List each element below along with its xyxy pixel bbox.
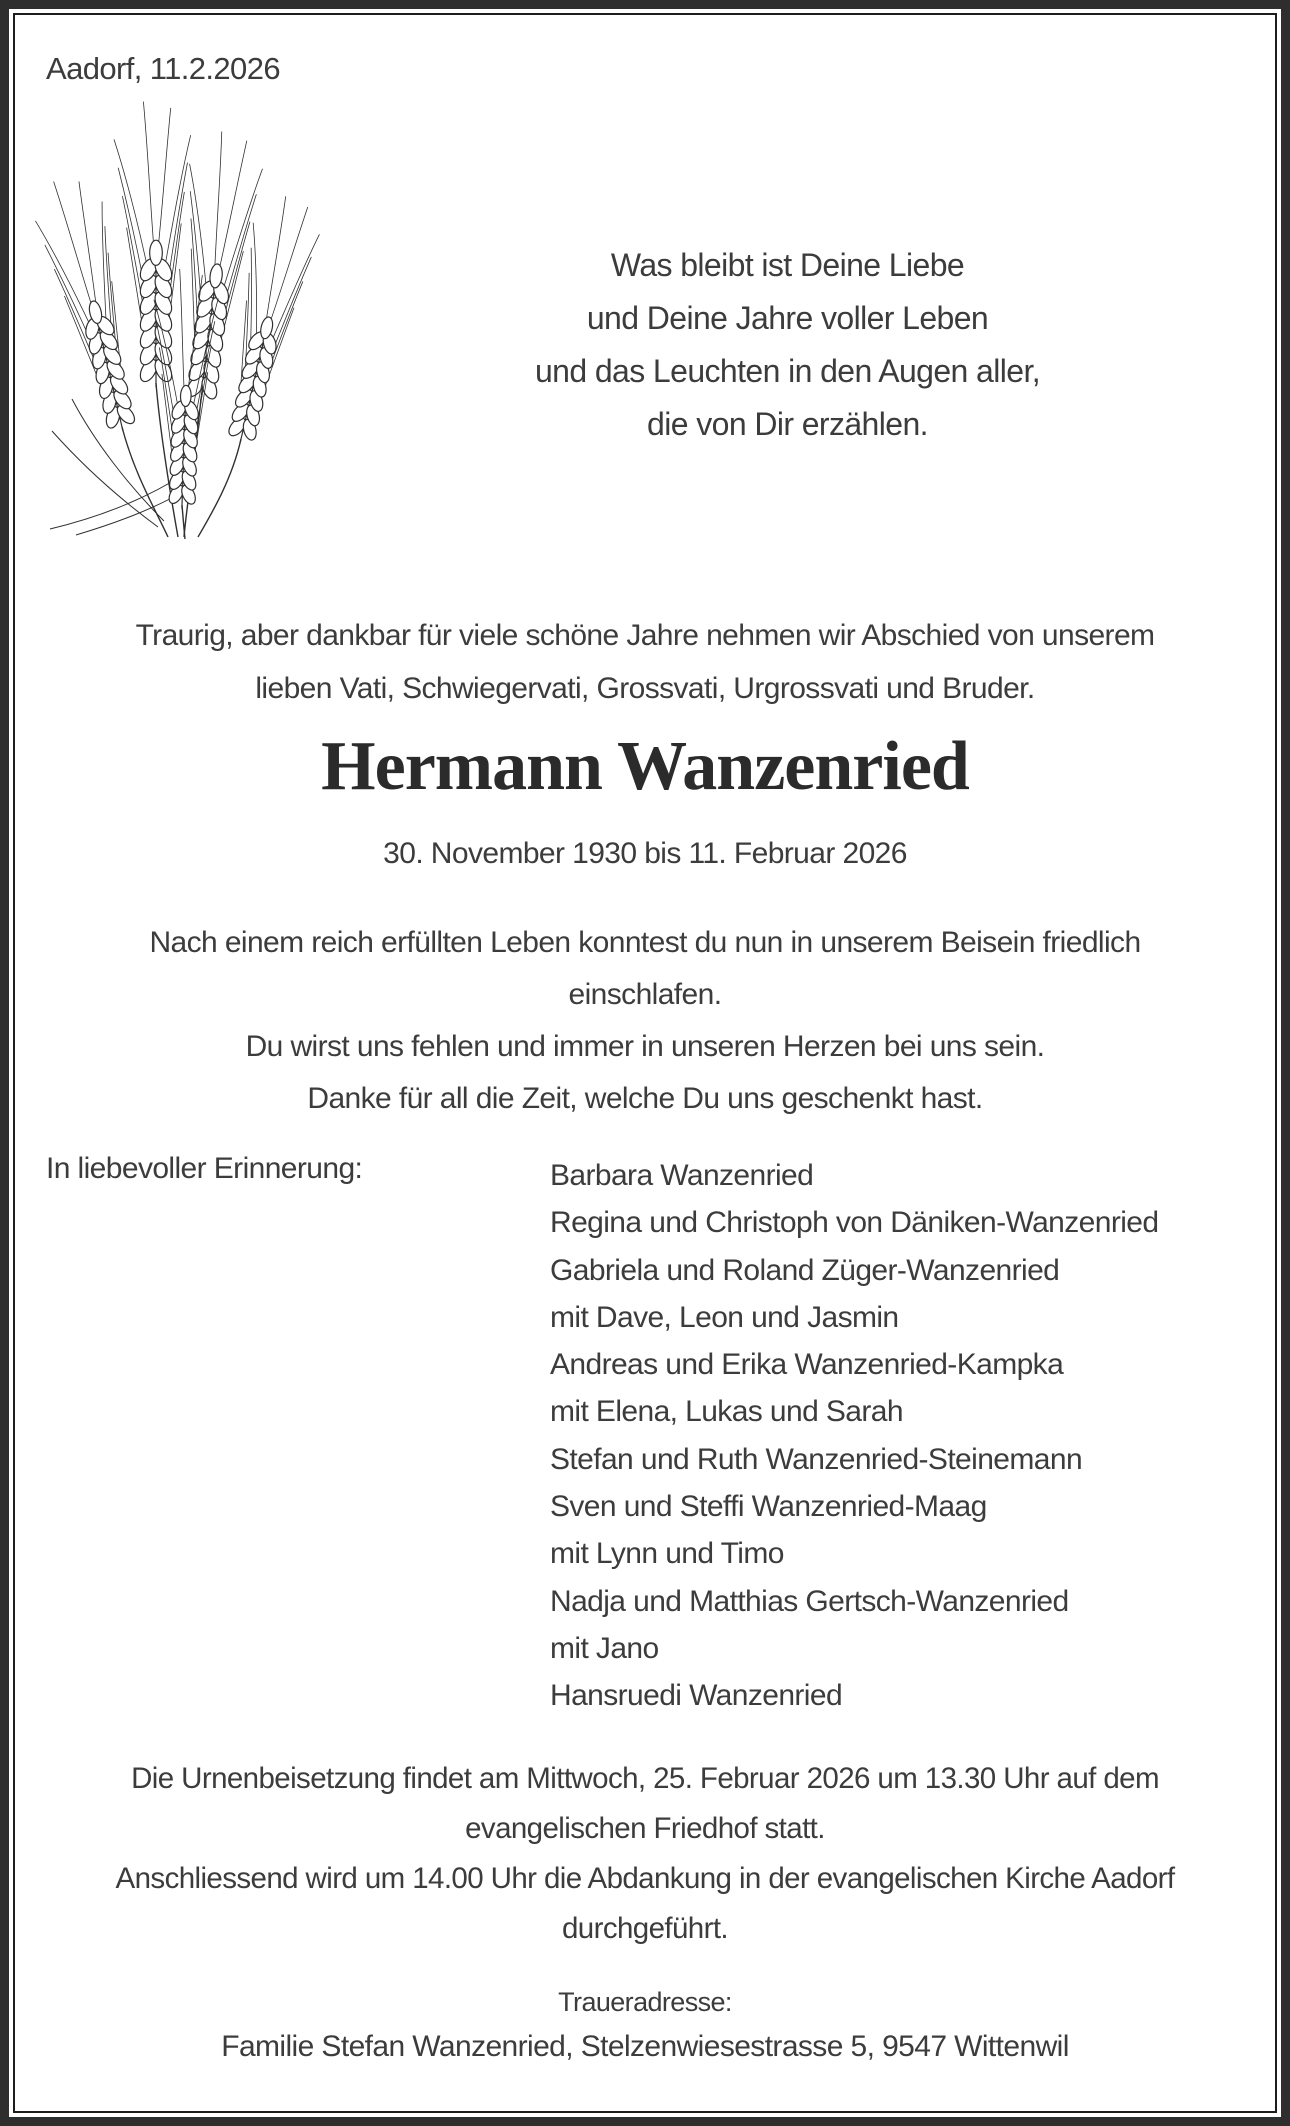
remembrance-name: Hansruedi Wanzenried	[550, 1679, 843, 1713]
mourning-address-value: Familie Stefan Wanzenried, Stelzenwiesestrasse 5, 9547 Wittenwil	[221, 2030, 1069, 2063]
poem-line: die von Dir erzählen.	[647, 406, 928, 442]
farewell-line: Danke für all die Zeit, welche Du uns geschenkt hast.	[307, 1082, 983, 1115]
wheat-illustration	[36, 101, 296, 541]
remembrance-name: mit Elena, Lukas und Sarah	[550, 1395, 903, 1429]
life-dates: 30. November 1930 bis 11. Februar 2026	[383, 837, 907, 870]
remembrance-name: mit Dave, Leon und Jasmin	[550, 1300, 899, 1334]
service-paragraph	[45, 1754, 1245, 1954]
remembrance-names	[550, 1152, 1158, 1720]
remembrance-name: mit Lynn und Timo	[550, 1537, 784, 1571]
farewell-paragraph	[45, 917, 1245, 1125]
poem	[330, 239, 1245, 451]
remembrance-name: Gabriela und Roland Züger-Wanzenried	[550, 1253, 1060, 1287]
intro-line: lieben Vati, Schwiegervati, Grossvati, Urgrossvati und Bruder.	[255, 672, 1035, 705]
remembrance-name: Barbara Wanzenried	[550, 1159, 814, 1192]
intro-paragraph	[45, 609, 1245, 715]
deceased-name: Hermann Wanzenried	[321, 728, 969, 805]
remembrance-name: Stefan und Ruth Wanzenried-Steinemann	[550, 1442, 1083, 1476]
remembrance-name: Sven und Steffi Wanzenried-Maag	[550, 1490, 987, 1524]
poem-line: Was bleibt ist Deine Liebe	[610, 247, 965, 283]
farewell-line: Du wirst uns fehlen und immer in unseren Herzen bei uns sein.	[245, 1030, 1045, 1063]
farewell-line: Nach einem reich erfüllten Leben konntest du nun in unserem Beisein friedlich	[149, 926, 1141, 959]
poem-line: und das Leuchten in den Augen aller,	[534, 353, 1041, 389]
remembrance-name: Andreas und Erika Wanzenried-Kampka	[550, 1348, 1064, 1382]
poem-line: und Deine Jahre voller Leben	[586, 300, 989, 336]
service-line: Anschliessend wird um 14.00 Uhr die Abdankung in der evangelischen Kirche Aadorf	[115, 1862, 1175, 1895]
mourning-address-label: Traueradresse:	[558, 1987, 732, 2017]
remembrance-name: Nadja und Matthias Gertsch-Wanzenried	[550, 1584, 1069, 1618]
service-line: Die Urnenbeisetzung findet am Mittwoch, 25. Februar 2026 um 13.30 Uhr auf dem	[131, 1762, 1159, 1795]
remembrance-name: mit Jano	[550, 1631, 659, 1665]
service-line: durchgeführt.	[561, 1912, 729, 1945]
remembrance-name: Regina und Christoph von Däniken-Wanzenried	[550, 1206, 1159, 1240]
obituary-page	[9, 9, 1281, 2117]
remembrance-label: In liebevoller Erinnerung:	[46, 1152, 363, 1185]
farewell-line: einschlafen.	[568, 978, 722, 1011]
dateline: Aadorf, 11.2.2026	[46, 51, 280, 86]
service-line: evangelischen Friedhof statt.	[465, 1812, 825, 1845]
intro-line: Traurig, aber dankbar für viele schöne Jahre nehmen wir Abschied von unserem	[135, 619, 1155, 652]
